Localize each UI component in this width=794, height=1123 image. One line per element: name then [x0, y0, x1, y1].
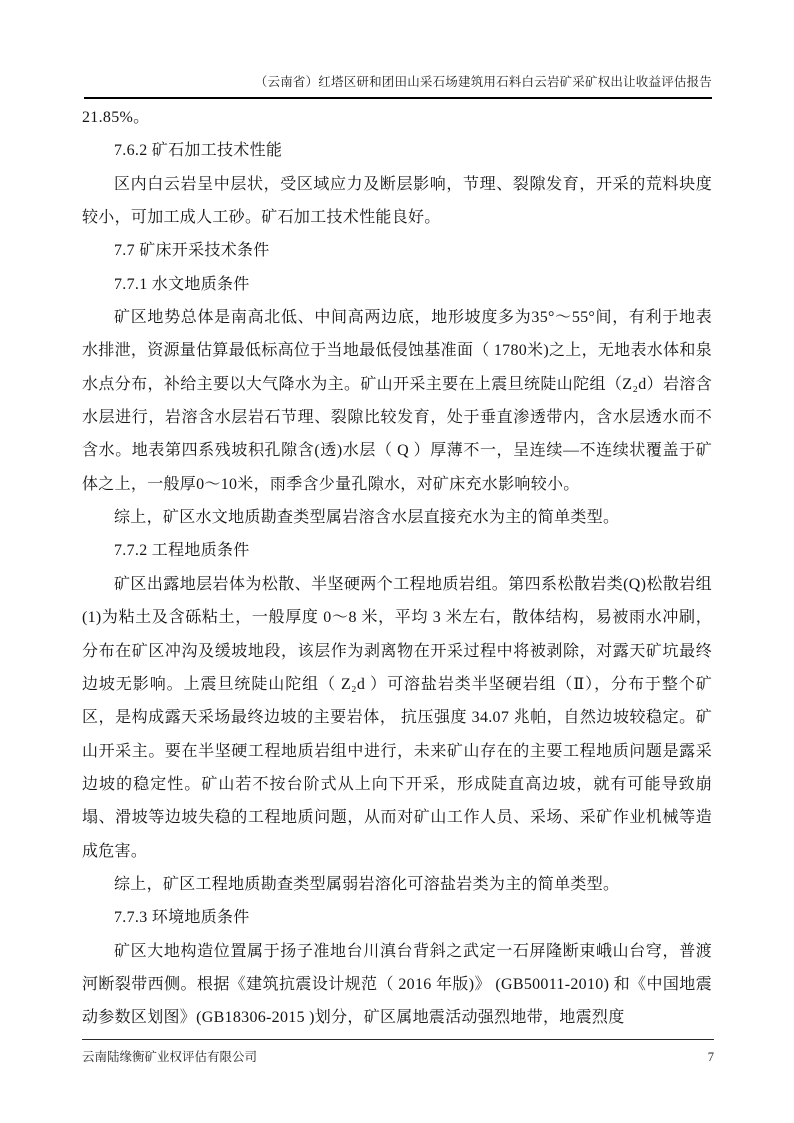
body-paragraph-summary: 综上，矿区工程地质勘查类型属弱岩溶化可溶盐岩类为主的简单类型。: [114, 875, 620, 893]
paragraph-continuation: 21.85%。: [82, 109, 150, 126]
body-paragraph: 矿区地势总体是南高北低、中间高两边底，地形坡度多为35°～55°间，有利于地表水排泄，资源量估算最低标高位于当地最低侵蚀基准面（ 1780米)之上，无地表水体和泉水点分布，补给主要以大气降水为主。矿山开采主要在上震旦统陡山陀组（Z₂d）岩溶含水层进行，岩溶含水层岩石节理、裂隙比较发育，处于垂直渗透带内，含水层透水而不含水。地表第四系残坡积孔隙含(透)水层（ Q ）厚薄不一，呈连续—不连续状覆盖于矿体之上，一般厚0～10米，雨季含少量孔隙水，对矿床充水影响较小。: [82, 309, 712, 493]
page-footer: [82, 1039, 714, 1065]
running-header-title: （云南省）红塔区研和团田山采石场建筑用石料白云岩矿采矿权出让收益评估报告: [254, 75, 712, 89]
section-heading-7-6-2: 7.6.2 矿石加工技术性能: [114, 142, 283, 160]
page-header: [84, 74, 712, 99]
section-heading-7-7-1: 7.7.1 水文地质条件: [114, 275, 250, 293]
section-heading-7-7-3: 7.7.3 环境地质条件: [114, 909, 250, 927]
footer-page-number: 7: [707, 1050, 714, 1064]
header-rule: [84, 97, 712, 99]
footer-company: 云南陆缘衡矿业权评估有限公司: [82, 1050, 258, 1064]
body-paragraph: 矿区大地构造位置属于扬子准地台川滇台背斜之武定一石屏隆断束峨山台穹，普渡河断裂带西侧。根据《建筑抗震设计规范（ 2016 年版)》 (GB50011-2010) 和《中国地震动参数区划图》(GB18306-2015 )划分，矿区属地震活动强烈地带，地震烈度: [82, 942, 712, 1027]
section-heading-7-7-2: 7.7.2 工程地质条件: [114, 542, 250, 560]
body-paragraph: 区内白云岩呈中层状，受区域应力及断层影响，节理、裂隙发育，开采的荒料块度较小，可加工成人工砂。矿石加工技术性能良好。: [82, 175, 712, 227]
body-paragraph-summary: 综上，矿区水文地质勘查类型属岩溶含水层直接充水为主的简单类型。: [114, 509, 620, 527]
page-body: [82, 101, 712, 1035]
section-heading-7-7: 7.7 矿床开采技术条件: [114, 242, 270, 260]
body-paragraph: 矿区出露地层岩体为松散、半坚硬两个工程地质岩组。第四系松散岩类(Q)松散岩组(1)为粘土及含砾粘土，一般厚度 0～8 米，平均 3 米左右，散体结构，易被雨水冲刷，分布在矿区冲沟及缓坡地段，该层作为剥离物在开采过程中将被剥除，对露天矿坑最终边坡无影响。上震旦统陡山陀组（ Z₂d ）可溶盐岩类半坚硬岩组（Ⅱ），分布于整个矿区，是构成露天采场最终边坡的主要岩体， 抗压强度 34.07 兆帕，自然边坡较稳定。矿山开采主。要在半坚硬工程地质岩组中进行，未来矿山存在的主要工程地质问题是露采边坡的稳定性。矿山若不按台阶式从上向下开采，形成陡直高边坡，就有可能导致崩塌、滑坡等边坡失稳的工程地质问题，从而对矿山工作人员、采场、采矿作业机械等造成危害。: [82, 575, 712, 860]
